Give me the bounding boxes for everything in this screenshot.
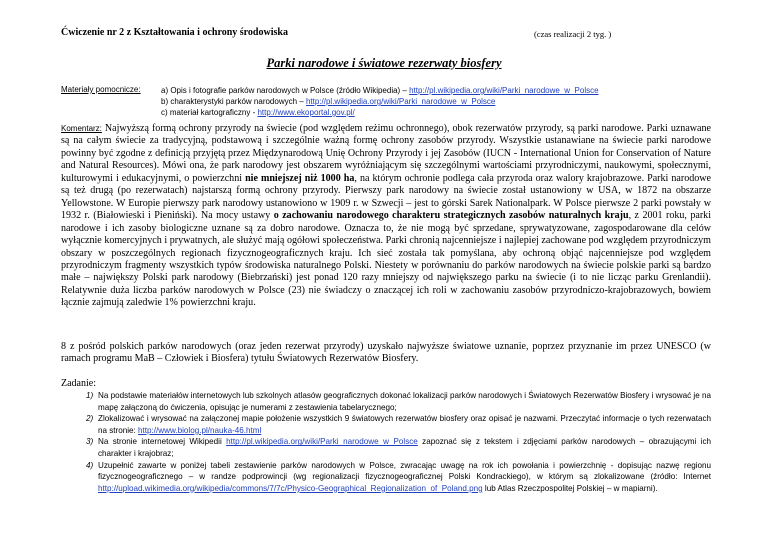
task-label: Zadanie: <box>61 378 96 389</box>
comment-paragraph <box>61 123 711 310</box>
task-text-after: lub Atlas Rzeczpospolitej Polskiej – w mapiarni). <box>482 483 658 493</box>
task-link-regionalization[interactable]: http://upload.wikimedia.org/wikipedia/commons/7/7c/Physico-Geographical_Regionalization_of_Poland.png <box>98 483 483 493</box>
duration-note: (czas realizacji 2 tyg. ) <box>534 29 612 39</box>
comment-bold-area: nie mniejszej niż 1000 ha <box>245 172 355 184</box>
task-text-after: zapoznać się z tekstem i zdjęciami parków narodowych – obrazującymi ich charakter i krajobraz; <box>98 437 711 458</box>
task-item-1 <box>61 390 711 413</box>
task-item-3 <box>61 436 711 459</box>
material-c-link[interactable]: http://www.ekoportal.gov.pl/ <box>257 108 355 117</box>
task-list <box>61 390 711 494</box>
material-a-text: a) Opis i fotografie parków narodowych w Polsce (źródło Wikipedia) – <box>161 86 410 95</box>
task-text: Uzupełnić zawarte w poniżej tabeli zestawienie parków narodowych w Polsce, zwracając uwagę na rok ich powołania i powierzchnię - dopisując nazwę regionu fizycznogeograficznego – w randze podprowincji (wg regionalizacji fizycznogeograficznej Polski Kondrackiego), w którym są zlokalizowane (źródło: Internet <box>98 460 711 482</box>
material-b-link[interactable]: http://pl.wikipedia.org/wiki/Parki_narodowe_w_Polsce <box>305 97 496 106</box>
biosphere-paragraph: 8 z pośród polskich parków narodowych (oraz jeden rezerwat przyrody) uzyskało najwyższe światowe uznanie, poprzez przyznanie im przez UNESCO (w ramach programu MaB – Człowiek i Biosfera) tytułu Światowych Rezerwatów Biosfery. <box>61 341 711 365</box>
task-text: Zlokalizować i wrysować na załączonej mapie położenie wszystkich 9 światowych rezerwatów biosfery oraz opisać je nazwami. Przeczytać informacje o tych rezerwatach na stronie: <box>98 414 711 435</box>
material-a-link[interactable]: http://pl.wikipedia.org/wiki/Parki_narodowe_w_Polsce <box>409 86 599 95</box>
task-item-2 <box>61 413 711 436</box>
materials-label: Materiały pomocnicze: <box>61 85 141 94</box>
material-item-a <box>161 85 599 96</box>
task-text: Na stronie internetowej Wikipedii <box>98 437 227 447</box>
material-item-c <box>161 107 599 118</box>
material-item-b <box>161 96 599 107</box>
materials-list <box>161 85 599 118</box>
comment-text-3: , z 2001 roku, parki narodowe i ich zasoby biologiczne uznane są za dobro narodowe. Oznacza to, że nie mogą być sprzedane, sprywatyzowane, zagospodarowane dla celów wyłącznie komercyjnych i prywatnych, ale służyć mają ogółowi społeczeństwa. Parki chronią najcenniejsze i najlepiej zachowane pod względem przyrodniczym obszary w poszczególnych regionach fizycznogeograficznych kraju. Ich sieć została tak pomyślana, aby ochroną objąć najcenniejsze pod względem przyrodniczym fragmenty wszystkich typów środowiska naturalnego Polski. Niestety w porównaniu do parków narodowych na świecie polskie parki są bardzo małe – największy Polski park narodowy (Biebrzański) jest ponad 120 razy mniejszy od największego parku na świecie (i to nie licząc parku Grenlandii). Relatywnie duża liczba parków narodowych w Polsce (23) nie świadczy o znaczącej ich roli w zachowaniu zasobów przyrodniczo-krajobrazowych, bowiem łącznie zajmują zaledwie 1% powierzchni kraju. <box>61 210 711 309</box>
task-link-biolog[interactable]: http://www.biolog.pl/nauka-46.html <box>138 425 262 435</box>
task-number: 3) <box>86 437 94 447</box>
task-number: 4) <box>86 460 94 470</box>
task-number: 1) <box>86 391 94 400</box>
material-c-text: c) materiał kartograficzny - <box>161 108 258 117</box>
comment-label: Komentarz: <box>61 124 102 133</box>
task-link-wikipedia[interactable]: http://pl.wikipedia.org/wiki/Parki_narodowe_w_Polsce <box>226 437 418 447</box>
task-text: Na podstawie materiałów internetowych lub szkolnych atlasów geograficznych dokonać lokalizacji parków narodowych i Światowych Rezerwatów Biosfery i wrysować je na mapę załączoną do ćwiczenia, opisując je numerami z zestawienia tabelarycznego; <box>98 391 711 412</box>
comment-text-2: , na którym ochronie podlega cała przyroda oraz walory krajobrazowe. Parki narodowe są też drugą (po rezerwatach) najstarszą formą ochrony przyrody. Pierwszy park narodowy na świecie został ustanowiony w USA, w 1872 na obszarze Yellowstone. W Europie pierwszy park narodowy ustanowiono w 1909 r. w Szwecji – jest to górski Sarek Nationalpark. W Polsce pierwsze 2 parki powstały w 1932 r. (Białowieski i Pieniński). Na mocy ustawy <box>61 172 712 222</box>
comment-text-1: Najwyższą formą ochrony przyrody na świecie (pod względem reżimu ochronnego), obok rezerwatów przyrody, są parki narodowe. Parki uznawane są na całym świecie za tradycyjną, podstawową i szczególnie ważną formę ochrony zasobów przyrody. Wszystkie ustanawiane na świecie parki narodowe powinny być zgodne z definicją przyjętą przez Międzynarodową Unię Ochrony Przyrody i jej Zasobów (IUCN - International Union for Conservation of Nature and Natural Resources). Mówi ona, że park narodowy jest obszarem wyróżniającym się szczególnymi wartościami przyrodniczymi, naukowymi, społecznymi, kulturowymi i edukacyjnymi, o powierzchni <box>61 123 711 184</box>
comment-bold-act: o zachowaniu narodowego charakteru strategicznych zasobów naturalnych kraju <box>273 210 629 222</box>
task-item-4 <box>61 460 711 495</box>
document-title: Parki narodowe i światowe rezerwaty biosfery <box>266 56 502 70</box>
exercise-header: Ćwiczenie nr 2 z Kształtowania i ochrony środowiska <box>61 27 288 38</box>
material-b-text: b) charakterystyki parków narodowych – <box>161 97 306 106</box>
task-number: 2) <box>86 414 94 424</box>
